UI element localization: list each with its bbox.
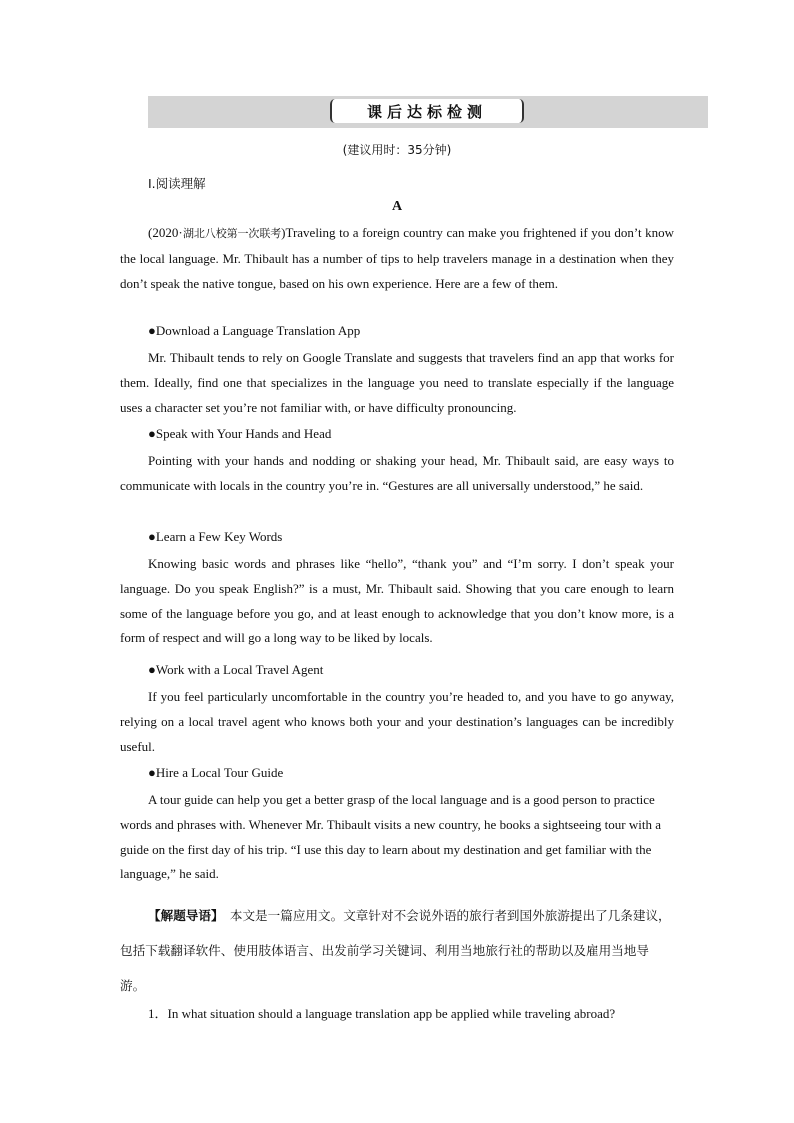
intro-paragraph — [120, 221, 674, 296]
intro-open: (2020· — [148, 225, 183, 240]
title-banner — [148, 96, 708, 128]
tip-body: Mr. Thibault tends to rely on Google Translate and suggests that travelers find an app that works for them. Ideally, find one that specializes in the language you need to translate especially if the language uses a character set you’re not familiar with, or have difficulty pronouncing. — [120, 350, 674, 415]
passage-label: A — [391, 199, 403, 214]
tip-heading: ●Download a Language Translation App — [148, 323, 361, 338]
banner-title: 课后达标检测 — [366, 102, 487, 121]
tip-heading: ●Speak with Your Hands and Head — [148, 426, 332, 441]
tip-body: A tour guide can help you get a better grasp of the local language and is a good person to practice words and phrases with. Whenever Mr. Thibault visits a new country, he books a sightseeing tour with a guide on the first day of his trip. “I use this day to learn about my destination and get familiar with the language,” he said. — [120, 792, 661, 882]
guide-label: 【解题导语】 — [148, 908, 218, 923]
question-text: In what situation should a language translation app be applied while traveling abroad? — [167, 1006, 616, 1021]
solution-guide — [120, 898, 674, 1003]
intro-text: )Traveling to a foreign country can make you frightened if you don’t know the local language. Mr. Thibault has a number of tips to help travelers manage in a destination when they don’t speak the native tongue, based on his own experience. Here are a few of them. — [120, 225, 675, 291]
tip-body: If you feel particularly uncomfortable in the country you’re headed to, and you have to go anyway, relying on a local travel agent who knows both your and your destination’s languages can be incredibly useful. — [120, 689, 674, 754]
guide-text: 本文是一篇应用文。文章针对不会说外语的旅行者到国外旅游提出了几条建议，包括下载翻译软件、使用肢体语言、出发前学习关键词、利用当地旅行社的帮助以及雇用当地导游。 — [120, 908, 671, 993]
suggested-time: (建议用时：35分钟) — [342, 143, 452, 157]
tip-body: Pointing with your hands and nodding or shaking your head, Mr. Thibault said, are easy ways to communicate with locals in the country you’re in. “Gestures are all universally understood,” he said. — [120, 453, 674, 493]
tip-heading: ●Hire a Local Tour Guide — [148, 765, 284, 780]
section-title: Ⅰ.阅读理解 — [148, 176, 206, 191]
banner-title-box — [330, 99, 524, 123]
question-1 — [148, 1003, 615, 1022]
tip-body: Knowing basic words and phrases like “hello”, “thank you” and “I’m sorry. I don’t speak your language. Do you speak English?” is a must, Mr. Thibault said. Showing that you care enough to learn some of the language before you go, and at least enough to acknowledge that you don’t know more, is a form of respect and will go a long way to be liked by locals. — [120, 556, 674, 646]
tip-heading: ●Learn a Few Key Words — [148, 529, 283, 544]
question-number: 1． — [148, 1006, 168, 1021]
source-note: 湖北八校第一次联考 — [182, 227, 282, 240]
tip-heading: ●Work with a Local Travel Agent — [148, 662, 324, 677]
